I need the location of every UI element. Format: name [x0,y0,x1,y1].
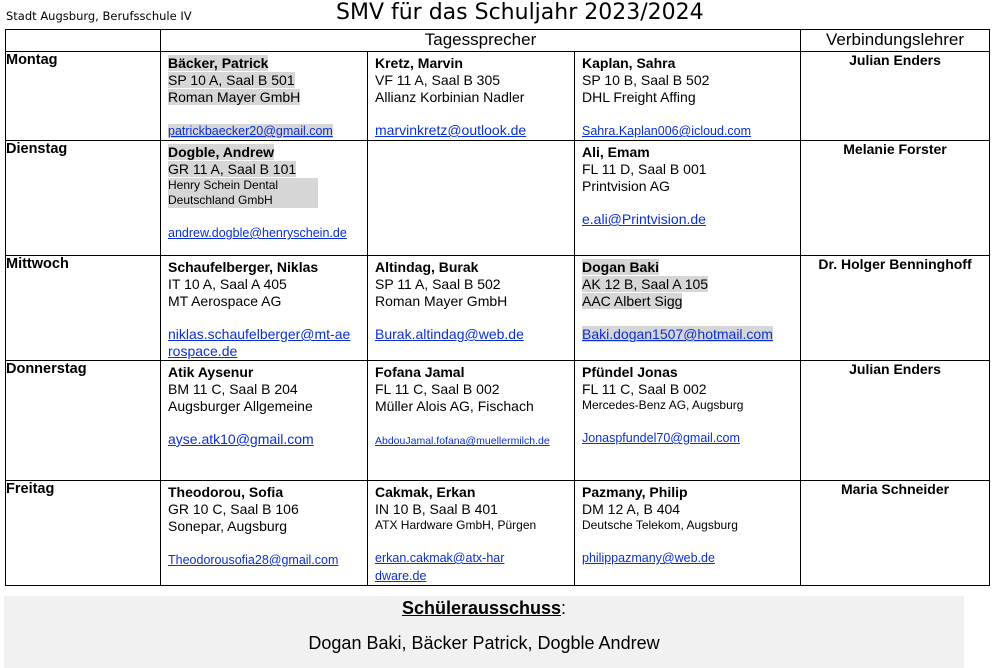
document-title: SMV für das Schuljahr 2023/2024 [336,0,704,25]
table-row [6,481,990,586]
speaker-name: Fofana Jamal [375,364,465,380]
speaker-cell-empty [368,141,575,256]
speaker-name: Kretz, Marvin [375,55,463,71]
speaker-company: AAC Albert Sigg [582,293,683,309]
teacher-cell: Dr. Holger Benninghoff [801,256,990,361]
speaker-name: Dogan Baki [582,259,660,275]
speaker-cell [368,256,575,361]
speaker-cell [161,52,368,141]
table-row [6,256,990,361]
speaker-company: Allianz Korbinian Nadler [375,89,525,105]
speaker-class-room: IN 10 B, Saal B 401 [375,501,498,517]
speaker-company: MT Aerospace AG [168,293,282,309]
speaker-class-room: SP 11 A, Saal B 502 [375,276,501,292]
speaker-name: Atik Aysenur [168,364,254,380]
speaker-email-link[interactable]: andrew.dogble@henryschein.de [168,226,347,240]
speaker-company: Deutsche Telekom, Augsburg [582,518,738,532]
speaker-email-link[interactable]: Sahra.Kaplan006@icloud.com [582,124,752,138]
speaker-company: ATX Hardware GmbH, Pürgen [375,518,537,532]
speaker-company: Henry Schein Dental Deutschland GmbH [168,178,318,208]
speaker-name: Cakmak, Erkan [375,484,476,500]
speaker-cell [368,52,575,141]
speaker-name: Schaufelberger, Niklas [168,259,319,275]
speaker-class-room: FL 11 C, Saal B 002 [582,381,707,397]
day-label: Freitag [6,481,161,586]
speaker-cell [575,141,801,256]
day-label: Montag [6,52,161,141]
speaker-cell [161,141,368,256]
smv-table [5,29,990,586]
speaker-name: Dogble, Andrew [168,144,275,160]
speaker-class-room: AK 12 B, Saal A 105 [582,276,709,292]
speaker-class-room: SP 10 A, Saal B 501 [168,72,295,88]
speaker-cell [575,361,801,481]
table-row [6,52,990,141]
speaker-email-link[interactable]: niklas.schaufelberger@mt-aerospace.de [168,326,351,359]
speaker-email-link[interactable]: patrickbaecker20@gmail.com [168,124,333,138]
speaker-email-link[interactable]: Jonaspfundel70@gmail.com [582,431,740,445]
table-row [6,141,990,256]
committee-heading-colon: : [561,598,567,618]
speaker-name: Pazmany, Philip [582,484,688,500]
speaker-email-link[interactable]: philippazmany@web.de [582,551,715,565]
speaker-name: Ali, Emam [582,144,650,160]
speaker-company: Mercedes-Benz AG, Augsburg [582,398,744,412]
speaker-cell [575,52,801,141]
speaker-class-room: VF 11 A, Saal B 305 [375,72,501,88]
committee-heading [4,598,964,619]
speaker-class-room: SP 10 B, Saal B 502 [582,72,710,88]
speaker-email-link[interactable]: erkan.cakmak@atx-hardware.de [375,551,505,583]
speaker-email-link[interactable]: AbdouJamal.fofana@muellermilch.de [375,435,550,447]
speaker-class-room: FL 11 C, Saal B 002 [375,381,500,397]
speaker-class-room: BM 11 C, Saal B 204 [168,381,298,397]
speaker-company: Roman Mayer GmbH [375,293,508,309]
teacher-cell: Julian Enders [801,361,990,481]
teacher-cell: Maria Schneider [801,481,990,586]
speaker-cell [368,481,575,586]
speaker-cell [161,256,368,361]
speaker-class-room: GR 10 C, Saal B 106 [168,501,299,517]
speaker-name: Theodorou, Sofia [168,484,284,500]
speaker-company: Müller Alois AG, Fischach [375,398,534,414]
committee-members: Dogan Baki, Bäcker Patrick, Dogble Andrew [308,633,660,653]
column-header-teacher: Verbindungslehrer [801,30,990,52]
teacher-cell: Julian Enders [801,52,990,141]
table-header-row [6,30,990,52]
speaker-email-link[interactable]: e.ali@Printvision.de [582,211,706,227]
teacher-cell: Melanie Forster [801,141,990,256]
student-committee-box [4,596,964,668]
speaker-cell [161,481,368,586]
speaker-company: Augsburger Allgemeine [168,398,313,414]
speaker-name: Altindag, Burak [375,259,479,275]
speaker-cell [575,256,801,361]
speaker-class-room: GR 11 A, Saal B 101 [168,161,297,177]
speaker-class-room: DM 12 A, B 404 [582,501,681,517]
speaker-cell [368,361,575,481]
speaker-name: Pfündel Jonas [582,364,678,380]
speaker-email-link[interactable]: ayse.atk10@gmail.com [168,431,314,447]
speaker-email-link[interactable]: marvinkretz@outlook.de [375,122,527,138]
day-label: Donnerstag [6,361,161,481]
speaker-name: Kaplan, Sahra [582,55,676,71]
speaker-email-link[interactable]: Baki.dogan1507@hotmail.com [582,326,773,342]
speaker-class-room: FL 11 D, Saal B 001 [582,161,707,177]
speaker-company: Sonepar, Augsburg [168,518,288,534]
speaker-company: Printvision AG [582,178,670,194]
speaker-cell [575,481,801,586]
speaker-name: Bäcker, Patrick [168,55,269,71]
speaker-class-room: IT 10 A, Saal A 405 [168,276,287,292]
day-label: Mittwoch [6,256,161,361]
school-name: Stadt Augsburg, Berufsschule IV [6,9,192,23]
committee-heading-text: Schülerausschuss [401,598,562,618]
speaker-company: DHL Freight Affing [582,89,696,105]
table-row [6,361,990,481]
day-label: Dienstag [6,141,161,256]
speaker-email-link[interactable]: Burak.altindag@web.de [375,326,524,342]
empty-header-cell [6,30,161,52]
speaker-cell [161,361,368,481]
speaker-company: Roman Mayer GmbH [168,89,301,105]
speaker-email-link[interactable]: Theodorousofia28@gmail.com [168,553,339,567]
column-header-speakers: Tagessprecher [161,30,801,52]
